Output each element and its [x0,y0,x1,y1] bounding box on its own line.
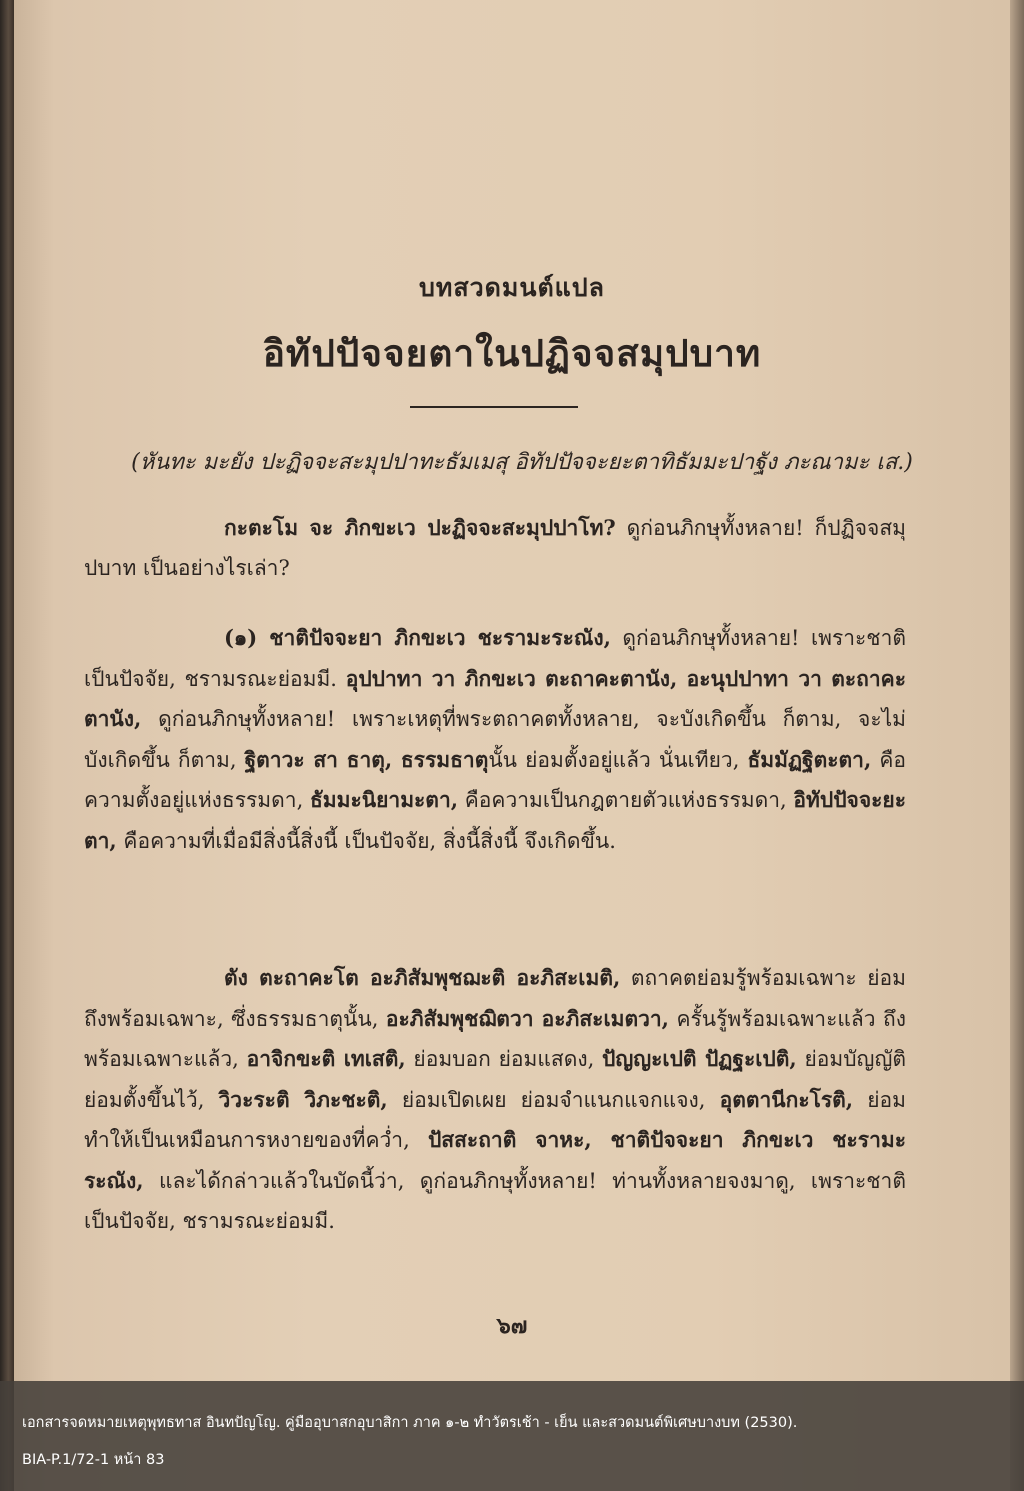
book-binding [0,0,14,1491]
thai-text-run: ย่อมทำให้เป็นเหมือนการหงายของที่คว่ำ, [84,1087,907,1153]
archive-caption [0,1381,1024,1491]
thai-text-run: คือความที่เมื่อมีสิ่งนี้สิ่งนี้ เป็นปัจจัย, สิ่งนี้สิ่งนี้ จึงเกิดขึ้น. [116,828,616,853]
pali-text-run: ธัมมะนิยามะตา, [309,787,459,813]
section-subtitle: บทสวดมนต์แปล [419,273,605,302]
pali-intro: (หันทะ มะยัง ปะฏิจจะสะมุปปาทะธัมเมสุ อิทัปปัจจะยะตาทิธัมมะปาฐัง ภะณามะ เส.) [131,450,913,475]
thai-text-run: ดูก่อนภิกษุทั้งหลาย! เพราะเหตุที่พระตถาคตทั้งหลาย, จะบังเกิดขึ้น ก็ตาม, จะไม่บังเกิดขึ้น ก็ตาม, [84,707,906,772]
caption-reference: BIA-P.1/72-1 หน้า 83 [22,1452,165,1468]
scanned-page [14,0,1010,1491]
pali-text-run: ปัสสะถาติ จาหะ, ชาติปัจจะยา ภิกขะเว ชะรามะระณัง, [84,1127,906,1193]
pali-text-run: อาจิกขะติ เทเสติ, [246,1046,406,1072]
pali-text-run: อิทัปปัจจะยะตา, [84,787,906,853]
pali-text-run: วิวะระติ วิภะชะติ, [218,1086,388,1112]
section-title: อิทัปปัจจยตาในปฏิจจสมุปบาท [262,331,762,375]
paragraph-1 [84,508,906,588]
page-edge [1010,0,1024,1491]
pali-text-run: อุปปาทา วา ภิกขะเว ตะถาคะตานัง, อะนุปปาทา วา ตะถาคะตานัง, [84,665,906,732]
thai-text-run: ตถาคตย่อมรู้พร้อมเฉพาะ ย่อมถึงพร้อมเฉพาะ, ซึ่งธรรมธาตุนั้น, [84,966,906,1031]
caption-citation: เอกสารจดหมายเหตุพุทธทาส อินทปัญโญ. คู่มืออุบาสกอุบาสิกา ภาค ๑-๒ ทำวัตรเช้า - เย็น และสวดมนต์พิเศษบางบท (2530). [22,1415,798,1431]
pali-text-run: (๑) ชาติปัจจะยา ภิกขะเว ชะรามะระณัง, [224,625,611,650]
thai-text-run: และได้กล่าวแล้วในบัดนี้ว่า, ดูก่อนภิกษุทั้งหลาย! ท่านทั้งหลายจงมาดู, เพราะชาติเป็นปัจจัย, ชรามรณะย่อมมี. [84,1168,906,1233]
page-number: ๖๗ [496,1313,528,1339]
title-divider [410,406,578,408]
pali-text-run: ฐิตาวะ สา ธาตุ, ธรรมธาตุ [244,746,489,772]
thai-text-run: คือความตั้งอยู่แห่งธรรมดา, [84,747,906,813]
thai-text-run: ย่อมบอก ย่อมแสดง, [405,1047,603,1072]
pali-text-run: อะภิสัมพุชฌิตวา อะภิสะเมตวา, [385,1005,669,1031]
thai-text-run: ย่อมบัญญัติ ย่อมตั้งขึ้นไว้, [84,1047,906,1112]
pali-text-run: ธัมมัฏฐิตะตา, [747,746,872,772]
pali-text-run: กะตะโม จะ ภิกขะเว ปะฏิจจะสะมุปปาโท? [224,515,616,540]
paragraph-2 [84,618,906,862]
pali-text-run: อุตตานีกะโรติ, [719,1086,854,1112]
thai-text-run: คือความเป็นกฎตายตัวแห่งธรรมดา, [458,788,794,813]
thai-text-run: ย่อมเปิดเผย ย่อมจำแนกแจกแจง, [387,1087,720,1112]
pali-text-run: ตัง ตะถาคะโต อะภิสัมพุชฌะติ อะภิสะเมติ, [224,965,621,990]
pali-text-run: ปัญญะเปติ ปัฏฐะเปติ, [602,1046,797,1072]
thai-text-run: ดูก่อนภิกษุทั้งหลาย! ก็ปฏิจจสมุปบาท เป็นอย่างไรเล่า? [84,516,906,580]
thai-text-run: ครั้นรู้พร้อมเฉพาะแล้ว ถึงพร้อมเฉพาะแล้ว, [84,1006,906,1072]
thai-text-run: ดูก่อนภิกษุทั้งหลาย! เพราะชาติเป็นปัจจัย, ชรามรณะย่อมมี. [84,626,906,691]
thai-text-run: นั้น ย่อมตั้งอยู่แล้ว นั่นเทียว, [488,747,748,772]
paragraph-3 [84,958,906,1241]
